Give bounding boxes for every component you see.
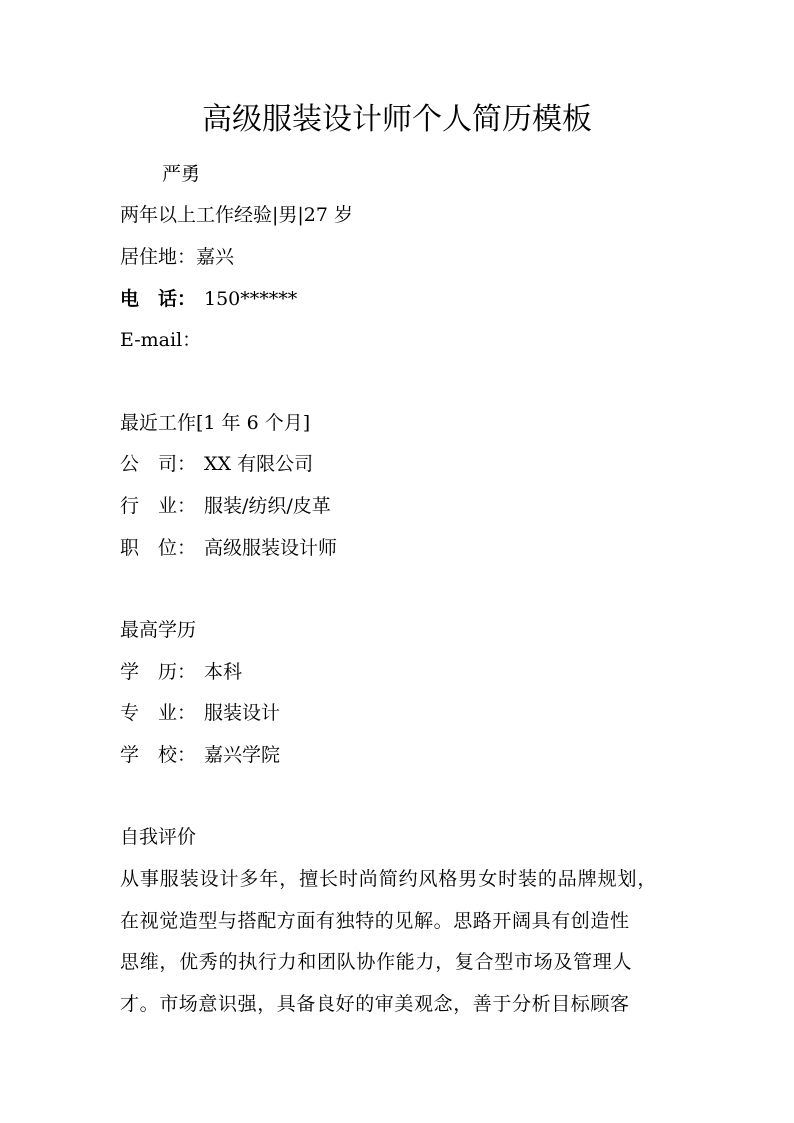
school-value: 嘉兴学院 (204, 744, 281, 766)
phone-value: 150****** (204, 288, 298, 310)
paragraph-line: 思维，优秀的执行力和团队协作能力，复合型市场及管理人 (120, 951, 633, 973)
position-line (120, 535, 337, 561)
industry-value: 服装/纺织/皮革 (204, 495, 331, 517)
position-label: 职 位： (120, 537, 197, 559)
paragraph-line: 从事服装设计多年，擅长时尚简约风格男女时装的品牌规划， (120, 868, 658, 890)
paragraph-line: 在视觉造型与搭配方面有独特的见解。思路开阔具有创造性 (120, 909, 630, 932)
industry-line (120, 493, 331, 519)
company-line (120, 451, 313, 477)
degree-label: 学 历： (120, 661, 197, 683)
company-value: XX 有限公司 (204, 453, 314, 475)
position-value: 高级服装设计师 (204, 537, 338, 559)
phone-label: 电 话： (120, 288, 197, 310)
self-evaluation-heading: 自我评价 (120, 826, 197, 848)
company-label: 公 司： (120, 453, 197, 475)
self-evaluation-paragraph (120, 859, 680, 1025)
candidate-summary: 两年以上工作经验|男|27 岁 (120, 204, 354, 226)
major-value: 服装设计 (204, 702, 281, 724)
education-heading: 最高学历 (120, 619, 197, 641)
degree-value: 本科 (204, 661, 243, 683)
industry-label: 行 业： (120, 495, 197, 517)
school-line (120, 742, 280, 768)
paragraph-line: 才。市场意识强，具备良好的审美观念，善于分析目标顾客 (120, 992, 630, 1015)
major-line (120, 700, 280, 726)
phone-line (120, 286, 297, 312)
document-title: 高级服装设计师个人简历模板 (202, 102, 592, 137)
school-label: 学 校： (120, 744, 197, 766)
residence-line: 居住地：嘉兴 (120, 246, 235, 268)
recent-work-heading: 最近工作[1 年 6 个月] (120, 412, 311, 434)
degree-line (120, 659, 242, 685)
email-line: E-mail： (120, 329, 202, 351)
major-label: 专 业： (120, 702, 197, 724)
candidate-name: 严勇 (162, 163, 201, 185)
